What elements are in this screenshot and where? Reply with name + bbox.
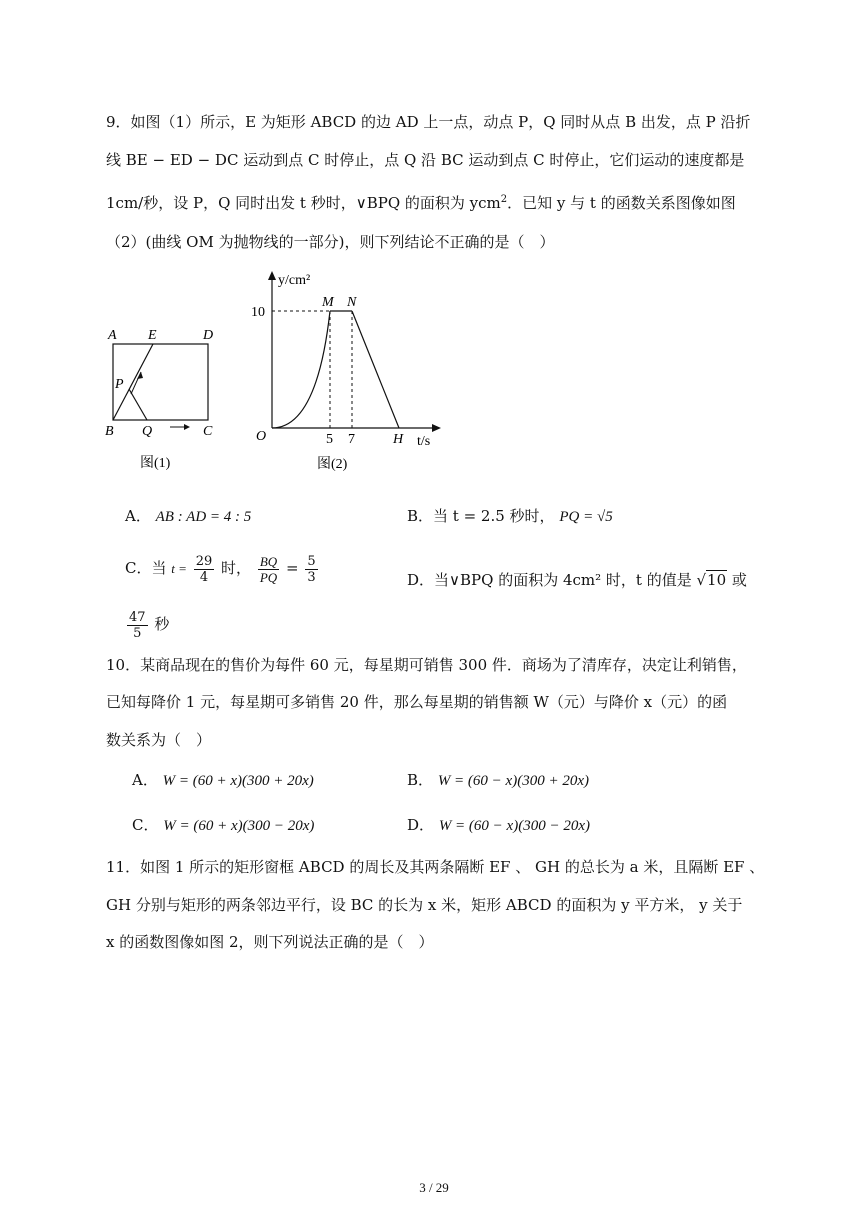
q10-text-line1: 10．某商品现在的售价为每件 60 元，每星期可销售 300 件．商场为了清库存，决定让利销售，	[106, 656, 747, 674]
q9-option-b[interactable]: B．当 t = 2.5 秒时， PQ = √5	[407, 507, 613, 525]
q9-option-c[interactable]: C．当 t = $\frac{29}{4}$ 时， $\frac{BQ}{PQ}$ = $\frac{5}{3}$	[125, 553, 316, 585]
fig1-label-D: D	[203, 328, 214, 343]
fig2-label-H: H	[393, 432, 404, 447]
fig1-caption: 图(1)	[140, 456, 171, 471]
fig2-origin: O	[256, 429, 267, 444]
q10-option-d[interactable]: D． W = (60 − x)(300 − 20x)	[407, 816, 590, 834]
q11-text-line3: x 的函数图像如图 2，则下列说法正确的是（ ）	[106, 933, 434, 951]
fig2-x-tick-5: 5	[326, 432, 333, 447]
fig1-label-A: A	[108, 328, 117, 343]
figure-2-graph	[245, 268, 455, 473]
fig2-y-tick-10: 10	[251, 305, 265, 320]
q9-option-d-continued: $\frac{47}{5}$ 秒	[129, 609, 170, 641]
q10-text-line3: 数关系为（ ）	[106, 731, 212, 749]
fig2-x-tick-7: 7	[348, 432, 355, 447]
fig2-x-label: t/s	[417, 434, 431, 449]
q9-text-line4: （2）(曲线 OM 为抛物线的一部分)，则下列结论不正确的是（ ）	[106, 233, 555, 251]
q10-option-a[interactable]: A． W = (60 + x)(300 + 20x)	[132, 771, 314, 789]
q10-option-c[interactable]: C． W = (60 + x)(300 − 20x)	[132, 816, 315, 834]
fig2-label-N: N	[347, 295, 357, 310]
figure-1-rectangle	[100, 322, 230, 472]
fig1-label-B: B	[105, 424, 114, 439]
q11-text-line1: 11．如图 1 所示的矩形窗框 ABCD 的周长及其两条隔断 EF 、 GH 的总长为 a 米，且隔断 EF 、	[106, 858, 765, 876]
q10-text-line2: 已知每降价 1 元，每星期可多销售 20 件，那么每星期的销售额 W（元）与降价 x（元）的函	[106, 693, 728, 711]
q9-option-d[interactable]: D．当∨BPQ 的面积为 4cm² 时，t 的值是 √10 或	[407, 571, 747, 589]
fig1-label-E: E	[148, 328, 157, 343]
q9-text-line3: 1cm/秒，设 P，Q 同时出发 t 秒时，∨BPQ 的面积为 ycm$^2$．已知 y 与 t 的函数关系图像如图	[106, 194, 736, 212]
q11-text-line2: GH 分别与矩形的两条邻边平行，设 BC 的长为 x 米，矩形 ABCD 的面积为 y 平方米， y 关于	[106, 896, 743, 914]
page-number: 3 / 29	[419, 1180, 449, 1195]
q9-text-line1: 9．如图（1）所示，E 为矩形 ABCD 的边 AD 上一点，动点 P，Q 同时从点 B 出发，点 P 沿折	[106, 113, 751, 131]
fig1-label-Q: Q	[142, 424, 153, 439]
fig2-y-label: y/cm²	[278, 273, 311, 288]
fig2-caption: 图(2)	[317, 457, 348, 472]
fig1-label-C: C	[203, 424, 213, 439]
fig2-label-M: M	[322, 295, 334, 310]
q9-option-a[interactable]: A． AB : AD = 4 : 5	[125, 507, 252, 525]
q9-text-line2: 线 BE − ED − DC 运动到点 C 时停止，点 Q 沿 BC 运动到点 C 时停止，它们运动的速度都是	[106, 151, 745, 169]
fig1-label-P: P	[115, 377, 124, 392]
q10-option-b[interactable]: B． W = (60 − x)(300 + 20x)	[407, 771, 589, 789]
